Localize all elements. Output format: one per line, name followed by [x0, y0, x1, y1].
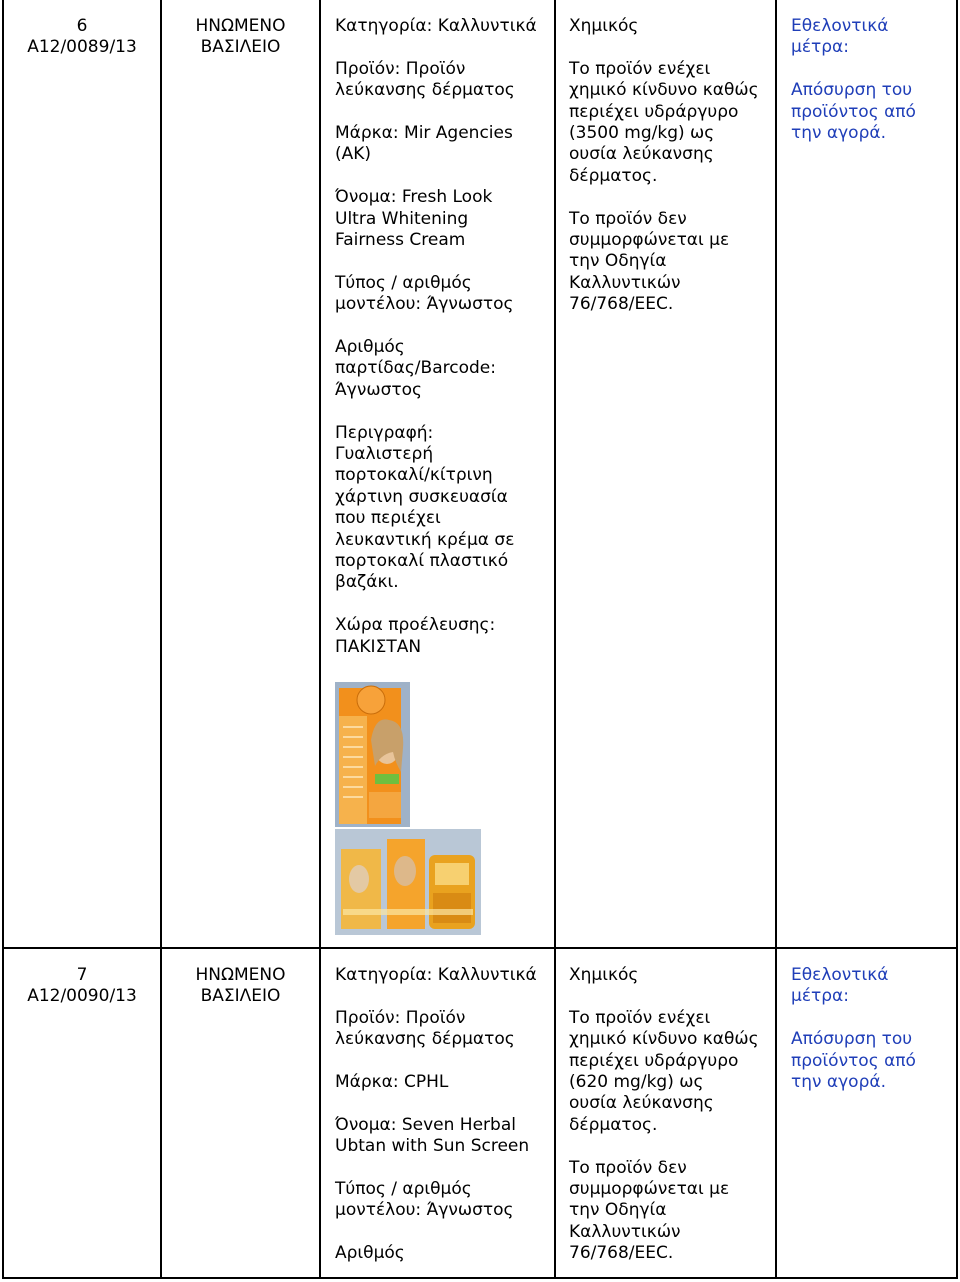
row7-country-cell	[162, 965, 319, 1008]
product-photo-box	[335, 682, 410, 827]
row7-measures-text: Απόσυρση του προϊόντος από την αγορά.	[791, 1029, 916, 1093]
row6-number: 6	[76, 16, 88, 36]
row6-description: Περιγραφή: Γυαλιστερή πορτοκαλί/κίτρινη χάρτινη συσκευασία που περιέχει λευκαντική κρέμα σε πορτοκαλί πλαστικό βαζάκι.	[335, 422, 515, 593]
row6-risk-text-1: Το προϊόν ενέχει χημικό κίνδυνο καθώς περιέχει υδράργυρο (3500 mg/kg) ως ουσία λεύκανσης δέρματος.	[569, 58, 759, 186]
col-border-5	[956, 0, 958, 1279]
row7-product: Προϊόν: Προϊόν λεύκανσης δέρματος	[335, 1007, 515, 1050]
row7-risk-type: Χημικός	[569, 965, 639, 985]
row7-brand: Μάρκα: CPHL	[335, 1072, 449, 1092]
row6-country-cell	[162, 16, 319, 59]
row7-risk-text-1: Το προϊόν ενέχει χημικό κίνδυνο καθώς περιέχει υδράργυρο (620 mg/kg) ως ουσία λεύκανσης δέρματος.	[569, 1007, 759, 1135]
row7-details-cell	[335, 965, 554, 1265]
col-border-0	[2, 0, 4, 1279]
row6-batch: Αριθμός παρτίδας/Barcode: Άγνωστος	[335, 337, 496, 400]
row6-origin: Χώρα προέλευσης: ΠΑΚΙΣΤΑΝ	[335, 615, 496, 657]
row7-risk-cell	[569, 965, 775, 1265]
row6-number-cell	[4, 16, 160, 59]
row7-model: Τύπος / αριθμός μοντέλου: Άγνωστος	[335, 1179, 514, 1221]
col-border-2	[319, 0, 321, 1279]
product-photo-jars	[335, 829, 481, 935]
row7-batch: Αριθμός	[335, 1243, 405, 1264]
row6-measures-text: Απόσυρση του προϊόντος από την αγορά.	[791, 80, 916, 144]
row6-product: Προϊόν: Προϊόν λεύκανσης δέρματος	[335, 58, 515, 101]
row6-details-cell	[335, 16, 554, 658]
row7-measures-cell	[791, 965, 956, 1093]
row7-country: ΗΝΩΜΕΝΟ ΒΑΣΙΛΕΙΟ	[195, 965, 286, 1007]
row6-country: ΗΝΩΜΕΝΟ ΒΑΣΙΛΕΙΟ	[195, 16, 286, 58]
row6-name: Όνομα: Fresh Look Ultra Whitening Fairness Cream	[335, 187, 493, 251]
row6-measures-label: Εθελοντικά μέτρα:	[791, 16, 889, 58]
col-border-1	[160, 0, 162, 1279]
row7-number-cell	[4, 965, 160, 1008]
row7-number: 7	[76, 965, 88, 985]
row6-category: Κατηγορία: Καλλυντικά	[335, 16, 537, 36]
table-bottom-border-row-7	[2, 1277, 958, 1279]
row6-code: A12/0089/13	[27, 37, 137, 58]
row7-measures-label: Εθελοντικά μέτρα:	[791, 965, 889, 1007]
row6-risk-cell	[569, 16, 775, 316]
row6-measures-cell	[791, 16, 956, 144]
row7-code: A12/0090/13	[27, 986, 137, 1007]
row6-brand: Μάρκα: Mir Agencies (AK)	[335, 123, 513, 165]
row7-risk-text-2: Το προϊόν δεν συμμορφώνεται με την Οδηγία Καλλυντικών 76/768/EEC.	[569, 1157, 730, 1264]
col-border-4	[775, 0, 777, 1279]
row7-name: Όνομα: Seven Herbal Ubtan with Sun Screen	[335, 1114, 530, 1157]
table-bottom-border-row-6	[2, 947, 958, 949]
row7-category: Κατηγορία: Καλλυντικά	[335, 965, 537, 985]
row6-risk-type: Χημικός	[569, 16, 639, 36]
row6-model: Τύπος / αριθμός μοντέλου: Άγνωστος	[335, 272, 514, 315]
col-border-3	[554, 0, 556, 1279]
row6-risk-text-2: Το προϊόν δεν συμμορφώνεται με την Οδηγία Καλλυντικών 76/768/EEC.	[569, 208, 730, 315]
